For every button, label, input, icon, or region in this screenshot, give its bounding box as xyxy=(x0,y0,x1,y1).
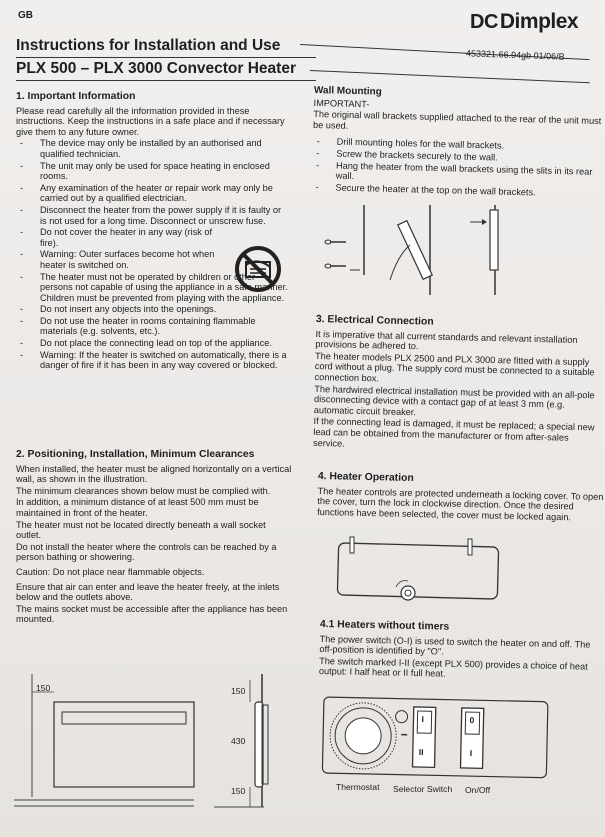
list-item: - Do not place the connecting lead on top of the appliance. xyxy=(16,338,288,349)
list-item: - Warning: If the heater is switched on automatically, there is a danger of fire if it has been in any way covered or blocked. xyxy=(16,350,288,371)
important-label: IMPORTANT- xyxy=(313,97,370,109)
heater-lock-diagram xyxy=(330,535,510,615)
language-code: GB xyxy=(18,10,33,21)
paragraph: The heater must not be located directly beneath a wall socket outlet. xyxy=(16,519,266,541)
thermostat-caption: Thermostat xyxy=(336,782,380,792)
selector-switch-caption: Selector Switch xyxy=(393,784,453,794)
section-heading: 2. Positioning, Installation, Minimum Clearances xyxy=(16,449,255,460)
list-item: - Warning: Outer surfaces become hot when heater is switched on. xyxy=(16,249,215,270)
control-panel-diagram xyxy=(320,695,552,782)
list-item: - Hang the heater from the wall brackets using the slits in its rear wall. xyxy=(312,160,602,188)
document-id: 453321.66.94gb 01/06/B xyxy=(465,48,565,62)
clearance-left-label: 150 xyxy=(36,683,51,693)
control-panel-outline xyxy=(320,695,552,782)
mounting-steps-list xyxy=(311,136,602,199)
list-item: - The device may only be installed by an authorised and qualified technician. xyxy=(16,138,288,159)
onoff-bottom-label: I xyxy=(469,748,473,759)
selector-bottom-label: II xyxy=(418,747,424,758)
list-item: - The unit may only be used for space heating in enclosed rooms. xyxy=(16,161,288,182)
paragraph: When installed, the heater must be aligned horizontally on a vertical wall, as shown in the illustration. xyxy=(16,463,292,485)
section-positioning xyxy=(16,450,292,626)
list-item: - Do not use the heater in rooms containing flammable materials (e.g. solvents, etc.). xyxy=(16,316,288,337)
document-title: Instructions for Installation and Use xyxy=(16,37,281,54)
paragraph: If the connecting lead is damaged, it must be replaced; a special new lead can be obtained from the manufacturer or from after-sales service. xyxy=(312,416,595,449)
clearance-top-label: 150 xyxy=(231,686,246,696)
onoff-caption: On/Off xyxy=(465,785,491,795)
list-item: - Secure the heater at the top on the wall brackets. xyxy=(311,182,601,200)
section-heaters-without-timers xyxy=(319,620,605,684)
list-item: - Disconnect the heater from the power supply if it is faulty or is not used for a long time. Disconnect or unscrew fuse. xyxy=(16,205,288,226)
section-important-information xyxy=(16,92,288,372)
dimplex-logo-icon: DC xyxy=(470,11,498,33)
selector-top-label: I xyxy=(421,714,425,725)
paragraph: In addition, a minimum distance of at least 500 mm must be maintained in front of the heater. xyxy=(16,497,259,518)
paragraph: It is imperative that all current standards and relevant installation provisions be adhered to. xyxy=(315,328,578,352)
brand-name: Dimplex xyxy=(499,10,579,33)
clearance-bottom-label: 150 xyxy=(231,786,246,796)
section-heading: Wall Mounting xyxy=(313,85,382,98)
section-heading: 4.1 Heaters without timers xyxy=(319,619,450,633)
brand-logo xyxy=(470,10,578,34)
section-heading: 1. Important Information xyxy=(16,91,136,102)
intro-paragraph: Please read carefully all the information provided in these instructions. Keep the instructions in a safe place and if necessary give them to any future owner. xyxy=(16,105,285,137)
do-not-cover-icon xyxy=(234,245,282,293)
paragraph: The hardwired electrical installation must be provided with an all-pole disconnecting device with a contact gap of at least 3 mm (e.g. automatic circuit breaker. xyxy=(313,383,595,418)
paragraph: The minimum clearances shown below must be complied with. xyxy=(16,485,271,496)
paragraph: Do not install the heater where the controls can be reached by a person bathing or showering. xyxy=(16,541,277,563)
clearance-diagram xyxy=(14,672,304,822)
paragraph: Caution: Do not place near flammable objects. xyxy=(16,566,205,577)
onoff-top-label: 0 xyxy=(469,715,475,726)
paragraph: The heater controls are protected underneath a locking cover. To open the cover, turn the lock in clockwise direction. Once the desired functions have been selected, the cover must be locked again. xyxy=(317,485,604,523)
section-heading: 4. Heater Operation xyxy=(317,471,414,485)
list-item: - Any examination of the heater or repair work may only be carried out by a qualified electrician. xyxy=(16,183,288,204)
section-heading: 3. Electrical Connection xyxy=(315,314,434,328)
paragraph: The switch marked I-II (except PLX 500) provides a choice of heat output: I half heat or II full heat. xyxy=(318,655,588,680)
title-divider xyxy=(16,57,316,58)
subtitle-divider xyxy=(16,80,316,81)
section-electrical-connection xyxy=(313,315,604,456)
section-heater-operation xyxy=(317,472,604,524)
heater-height-label: 430 xyxy=(231,736,246,746)
list-item: - Screw the brackets securely to the wall. xyxy=(312,148,602,166)
list-item: - The heater must not be operated by children or other persons not capable of using the appliance in a safe manner. Children must be prevented from playing with the appliance. xyxy=(16,272,288,304)
paragraph: The mains socket must be accessible after the appliance has been mounted. xyxy=(16,603,288,625)
paragraph: The original wall brackets supplied attached to the rear of the unit must be used. xyxy=(312,109,602,131)
list-item: - Do not insert any objects into the openings. xyxy=(16,304,288,315)
section-wall-mounting xyxy=(311,86,604,200)
paragraph: Ensure that air can enter and leave the heater freely, at the inlets below and the outlets above. xyxy=(16,581,280,603)
paragraph: The heater models PLX 2500 and PLX 3000 are fitted with a supply cord without a plug. The supply cord must be connected to a suitable connection box. xyxy=(314,350,595,384)
list-item: - Do not cover the heater in any way (risk of fire). xyxy=(16,227,215,248)
product-title: PLX 500 – PLX 3000 Convector Heater xyxy=(16,60,296,77)
list-item: - Drill mounting holes for the wall brackets. xyxy=(313,136,603,154)
wall-mounting-diagram xyxy=(320,200,520,300)
paragraph: The power switch (O-I) is used to switch the heater on and off. The off-position is identified by "O". xyxy=(319,633,591,657)
lock-icon xyxy=(401,586,415,600)
subtitle-divider-right xyxy=(310,70,590,84)
